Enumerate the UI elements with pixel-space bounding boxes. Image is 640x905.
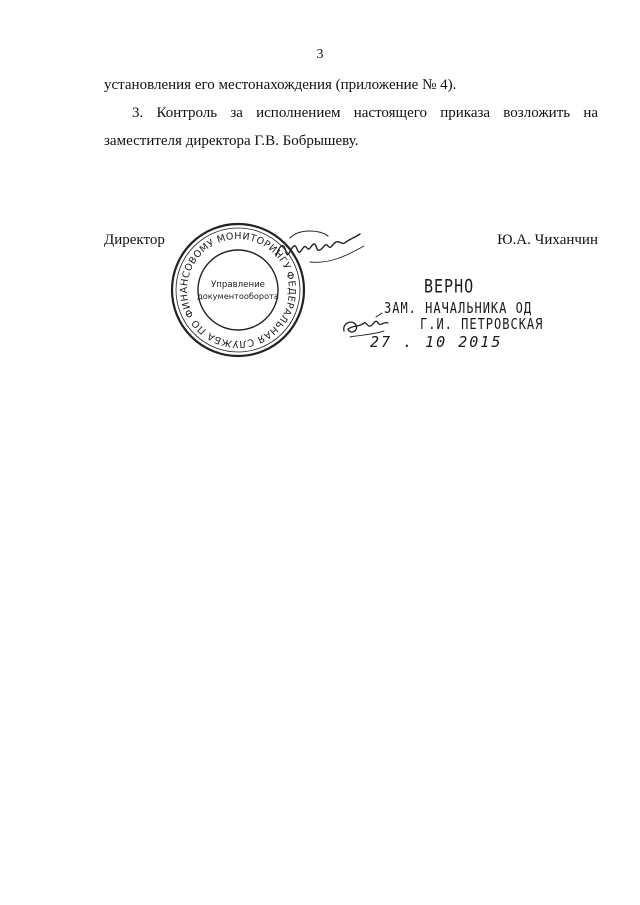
page-number: 3 [316,47,324,62]
certification-date: 27 . 10 2015 [370,333,503,351]
certification-stamp [340,275,570,375]
stamp-center-line-1: Управление [211,280,265,290]
certifier-handwritten-signature [340,309,420,341]
paragraph-deputy-name: заместителя директора Г.В. Бобрышеву. [104,133,359,149]
clause-text: Контроль за исполнением настоящего приказа возложить на [156,105,598,121]
director-handwritten-signature [270,222,370,272]
paragraph-control-clause [104,104,598,122]
stamp-ring-text: ФЕДЕРАЛЬНАЯ СЛУЖБА ПО ФИНАНСОВОМУ МОНИТОРИНГУ [178,230,298,350]
certification-position: ЗАМ. НАЧАЛЬНИКА ОД [384,299,533,317]
clause-number: 3. [132,105,144,121]
paragraph-appendix-reference: установления его местонахождения (приложение № 4). [104,77,457,93]
stamp-center-line-2: документооборота [197,291,279,301]
signatory-name: Ю.А. Чиханчин [497,232,598,248]
certification-title: ВЕРНО [424,275,475,298]
certification-name: Г.И. ПЕТРОВСКАЯ [420,315,544,333]
signatory-position: Директор [104,232,165,248]
